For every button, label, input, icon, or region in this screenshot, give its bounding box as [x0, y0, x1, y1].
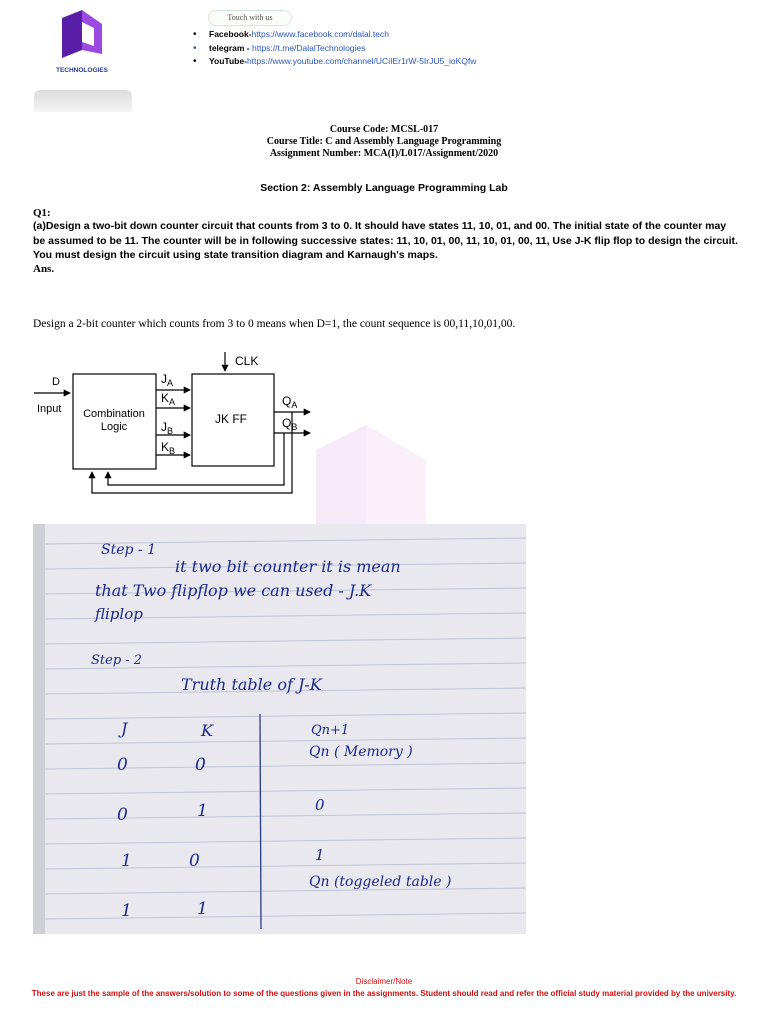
- note-step1: Step - 1: [101, 542, 157, 558]
- disclaimer-title: Disclaimer/Note: [355, 977, 413, 986]
- ja-label: $J_A$: [161, 372, 174, 388]
- counter-block-diagram: [30, 345, 330, 510]
- social-links-list: [193, 28, 693, 69]
- row2-k: 1: [197, 801, 208, 821]
- social-item-youtube: [193, 55, 693, 69]
- jb-label: $J_B$: [161, 420, 174, 436]
- logo-text: TECHNOLOGIES: [55, 67, 109, 74]
- handwritten-notes-photo: [33, 524, 526, 934]
- note-step2: Step - 2: [91, 653, 143, 668]
- comb-label-2: Logic: [100, 421, 128, 433]
- row2-q: 0: [315, 796, 325, 814]
- input-label: Input: [37, 403, 62, 415]
- telegram-label: telegram -: [209, 42, 252, 53]
- telegram-link[interactable]: https://t.me/DalalTechnologies: [252, 42, 366, 53]
- row1-k: 0: [195, 755, 206, 775]
- row4-q: Qn (toggeled table ): [309, 874, 452, 890]
- assignment-number: Assignment Number: MCA(I)/L017/Assignment/2020: [269, 148, 499, 159]
- row3-q: 1: [315, 846, 325, 864]
- touch-with-us-label: Touch with us: [208, 10, 292, 26]
- row1-q: Qn ( Memory ): [309, 744, 413, 760]
- qa-label: $Q_A$: [282, 394, 298, 410]
- truth-table-title: Truth table of J-K: [181, 675, 322, 694]
- row3-j: 1: [121, 851, 132, 871]
- clk-label: CLK: [235, 354, 259, 368]
- row4-k: 1: [197, 899, 208, 919]
- col-q-header: Qn+1: [311, 723, 350, 738]
- section-title: Section 2: Assembly Language Programming Lab: [260, 182, 508, 194]
- note-line3: fliplop: [95, 605, 143, 623]
- col-k-header: K: [201, 721, 213, 740]
- facebook-label: Facebook-: [209, 29, 252, 39]
- jk-ff-label: JK FF: [215, 412, 247, 426]
- disclaimer-body: These are just the sample of the answers/solution to some of the questions given in the assignments. Student should read and refer the official study material provided by the university.: [31, 989, 737, 998]
- course-code: Course Code: MCSL-017: [329, 124, 439, 135]
- question-text: (a)Design a two-bit down counter circuit that counts from 3 to 0. It should have states 11, 10, 01, and 00. The initial state of the counter may be assumed to be 11. The counter will be in following successive states: 11, 10, 01, 00, 11, 10, 01, 00, 11, Use J-K flip flop to design the circuit. You must design the circuit using state transition diagram and Karnaugh's maps.: [33, 220, 738, 261]
- course-title: Course Title: C and Assembly Language Programming: [266, 136, 502, 147]
- note-line2: that Two flipflop we can used - J.K: [95, 581, 372, 600]
- social-item-telegram: [193, 42, 693, 56]
- logo-left-facet: [62, 10, 82, 58]
- col-j-header: J: [121, 719, 128, 738]
- company-logo: [34, 8, 130, 86]
- feedback-qb: [108, 433, 284, 485]
- row3-k: 0: [189, 851, 200, 871]
- row4-j: 1: [121, 901, 132, 921]
- social-item-facebook: [193, 28, 693, 42]
- kb-label: $K_B$: [161, 440, 176, 456]
- note-line1: it two bit counter it is mean: [175, 557, 401, 576]
- design-statement: Design a 2-bit counter which counts from 3 to 0 means when D=1, the count sequence is 00,11,10,01,00.: [33, 318, 516, 330]
- youtube-label: YouTube-: [209, 56, 247, 66]
- logo-shadow: [34, 90, 132, 112]
- qb-label: $Q_B$: [282, 416, 298, 432]
- answer-label: Ans.: [33, 263, 55, 275]
- row1-j: 0: [117, 755, 128, 775]
- question-label: Q1:: [33, 207, 51, 219]
- youtube-link[interactable]: https://www.youtube.com/channel/UCiIEr1rW-5IrJU5_ioKQfw: [246, 56, 477, 66]
- course-info: [0, 124, 768, 160]
- row2-j: 0: [117, 805, 128, 825]
- comb-label-1: Combination: [83, 408, 145, 420]
- d-label: D: [52, 376, 60, 388]
- ka-label: $K_A$: [161, 391, 176, 407]
- facebook-link[interactable]: https://www.facebook.com/dalal.tech: [251, 29, 390, 39]
